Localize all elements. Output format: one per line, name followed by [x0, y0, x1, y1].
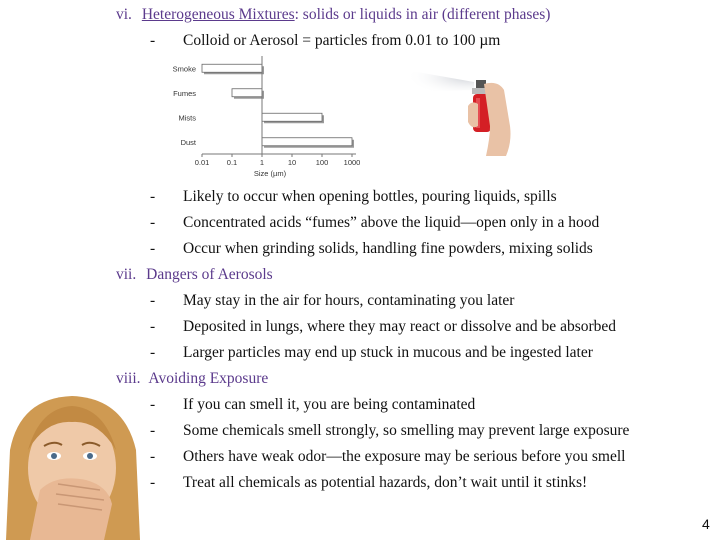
chart-category-label: Dust — [180, 137, 196, 147]
woman-covering-nose-image — [0, 390, 144, 540]
section-vii-bullet: May stay in the air for hours, contaminating you later — [183, 292, 515, 309]
section-vii-bullet: Deposited in lungs, where they may react or dissolve and be absorbed — [183, 318, 617, 335]
section-vii-bullet: Larger particles may end up stuck in mucous and be ingested later — [183, 344, 593, 361]
section-vi-rest: : solids or liquids in air (different phases) — [294, 6, 551, 23]
section-viii-bullet: Treat all chemicals as potential hazards, don’t wait until it stinks! — [183, 474, 588, 491]
chart-tick-label: 1 — [259, 158, 265, 167]
section-vi-bullet: Occur when grinding solids, handling fine powders, mixing solids — [183, 240, 593, 257]
dash: - — [150, 344, 156, 361]
dash: - — [150, 188, 156, 205]
section-vi-number: vi. — [116, 6, 132, 23]
particle-size-chart — [160, 54, 365, 184]
section-vi-bullet-colloid: Colloid or Aerosol = particles from 0.01 to 100 µm — [183, 32, 501, 49]
dash: - — [150, 448, 156, 465]
section-viii-bullet: Some chemicals smell strongly, so smelling may prevent large exposure — [183, 422, 630, 439]
chart-bar — [232, 89, 262, 97]
chart-x-axis-label: Size (µm) — [253, 169, 287, 178]
section-viii-number: viii. — [116, 370, 141, 387]
dash: - — [150, 240, 156, 257]
dash: - — [150, 474, 156, 491]
page-number: 4 — [702, 516, 710, 532]
section-viii-title: Avoiding Exposure — [148, 370, 269, 387]
dash: - — [150, 214, 156, 231]
section-vi-bullet: Concentrated acids “fumes” above the liquid—open only in a hood — [183, 214, 600, 231]
chart-bar — [262, 138, 352, 146]
section-viii-bullet: Others have weak odor—the exposure may be serious before you smell — [183, 448, 626, 465]
dash: - — [150, 422, 156, 439]
chart-tick-label: 100 — [315, 158, 329, 167]
section-vii-number: vii. — [116, 266, 137, 283]
dash: - — [150, 292, 156, 309]
dash: - — [150, 32, 156, 49]
section-vii-title: Dangers of Aerosols — [146, 266, 273, 283]
aerosol-spray-can-image — [406, 66, 516, 158]
dash: - — [150, 318, 156, 335]
chart-tick-label: 1000 — [343, 158, 361, 167]
chart-category-label: Fumes — [173, 88, 196, 98]
section-vi-bullet: Likely to occur when opening bottles, pouring liquids, spills — [183, 188, 557, 205]
chart-category-label: Smoke — [172, 64, 196, 74]
chart-bar — [202, 64, 262, 72]
chart-category-label: Mists — [178, 113, 196, 123]
section-vi-heading — [116, 6, 550, 24]
chart-bar — [262, 113, 322, 121]
section-viii-heading — [116, 370, 268, 388]
section-vi-title: Heterogeneous Mixtures — [141, 6, 295, 23]
section-viii-bullet: If you can smell it, you are being contaminated — [183, 396, 476, 413]
chart-tick-label: 10 — [287, 158, 297, 167]
chart-tick-label: 0.01 — [194, 158, 210, 167]
dash: - — [150, 396, 156, 413]
chart-tick-label: 0.1 — [226, 158, 238, 167]
section-vii-heading — [116, 266, 273, 284]
